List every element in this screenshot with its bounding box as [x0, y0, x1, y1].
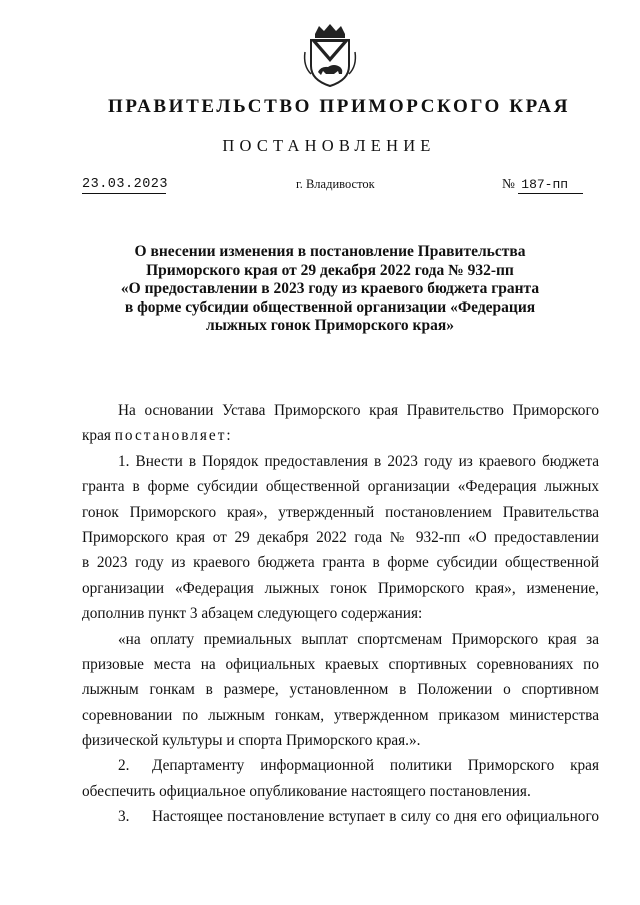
document-number: 187-пп — [518, 176, 583, 194]
subject-line: «О предоставлении в 2023 году из краевого бюджета гранта — [120, 280, 540, 297]
paragraph-1-line: Приморского края от 29 декабря 2022 года № 932-пп «О предоставлении — [82, 528, 599, 546]
paragraph-2-line: обеспечить официальное опубликование настоящего постановления. — [82, 782, 531, 800]
quote-line: «на оплату премиальных выплат спортсменам Приморского края за — [118, 630, 599, 648]
coat-of-arms-icon — [299, 22, 361, 88]
paragraph-2-text: Департаменту информационной политики Приморского края — [152, 757, 599, 775]
paragraph-2-number: 2. — [118, 757, 130, 775]
operative-word: постановляет: — [114, 427, 233, 445]
quote-line: физической культуры и спорта Приморского края.». — [82, 732, 421, 750]
quote-line: призовые места на официальных краевых спортивных соревнованиях по — [82, 655, 599, 673]
document-type: ПОСТАНОВЛЕНИЕ — [222, 136, 436, 155]
paragraph-2-line — [82, 753, 599, 778]
preamble-text: края — [82, 427, 115, 445]
paragraph-1-line: организации «Федерация лыжных гонок Приморского края», изменение, — [82, 579, 599, 597]
document-city: г. Владивосток — [296, 177, 375, 191]
subject-line: Приморского края от 29 декабря 2022 года № 932-пп — [146, 261, 514, 279]
document-date: 23.03.2023 — [82, 177, 169, 192]
preamble-line — [82, 423, 599, 448]
paragraph-1-line: гонок Приморского края», утвержденный постановлением Правительства — [82, 503, 599, 521]
paragraph-1-line: дополнив пункт 3 абзацем следующего содержания: — [82, 605, 423, 623]
subject-line: О внесении изменения в постановление Правительства — [134, 243, 526, 260]
preamble-line: На основании Устава Приморского края Правительство Приморского — [118, 402, 599, 419]
paragraph-1-line: в 2023 году из краевого бюджета гранта в форме субсидии общественной — [82, 554, 599, 572]
paragraph-1-line: гранта в форме субсидии общественной организации «Федерация лыжных — [82, 478, 599, 496]
paragraph-3-text: Настоящее постановление вступает в силу со дня его официального — [152, 808, 599, 826]
subject-line: в форме субсидии общественной организации «Федерация — [124, 298, 536, 316]
paragraph-3-number: 3. — [118, 808, 130, 826]
paragraph-3-line — [82, 804, 599, 829]
quote-line: лыжным гонкам в размере, установленном в Положении о спортивном — [82, 681, 599, 699]
document-number-block — [502, 176, 583, 194]
document-body — [82, 398, 599, 830]
number-label: № — [502, 176, 515, 191]
organization-title: ПРАВИТЕЛЬСТВО ПРИМОРСКОГО КРАЯ — [107, 96, 571, 117]
paragraph-1-line: 1. Внести в Порядок предоставления в 2023 году из краевого бюджета — [118, 452, 599, 470]
quote-line: соревновании по лыжным гонкам, утвержденном приказом министерства — [82, 706, 599, 724]
subject-line: лыжных гонок Приморского края» — [206, 317, 454, 334]
document-subject — [120, 243, 540, 336]
